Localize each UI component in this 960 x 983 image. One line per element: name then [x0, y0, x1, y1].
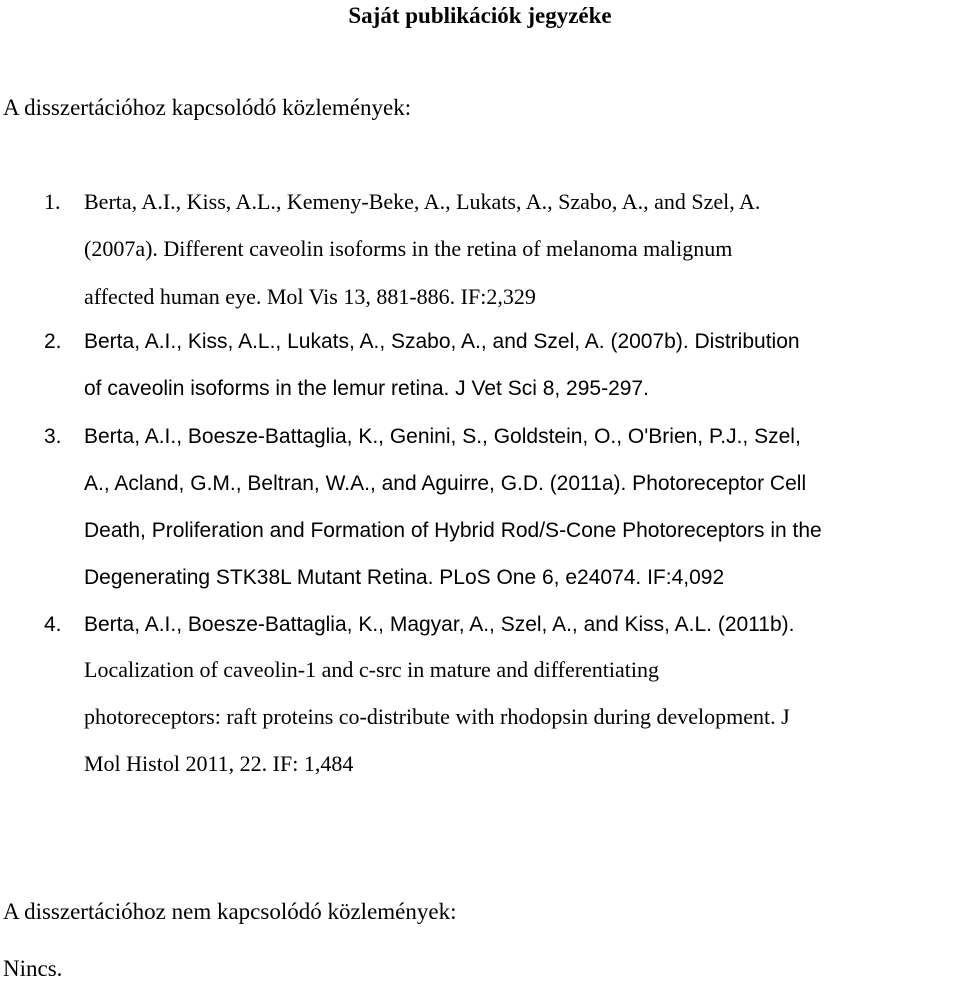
publication-number: 2.	[44, 330, 62, 353]
publication-line: Berta, A.I., Kiss, A.L., Lukats, A., Szabo, A., and Szel, A. (2007b). Distribution	[84, 330, 800, 353]
page-title: Saját publikációk jegyzéke	[348, 3, 612, 28]
publication-line: Berta, A.I., Boesze-Battaglia, K., Genini, S., Goldstein, O., O'Brien, P.J., Szel,	[84, 425, 801, 448]
publication-line: Berta, A.I., Boesze-Battaglia, K., Magyar, A., Szel, A., and Kiss, A.L. (2011b).	[84, 613, 795, 636]
section-heading-related: A disszertációhoz kapcsolódó közlemények:	[3, 95, 412, 120]
publication-line: A., Acland, G.M., Beltran, W.A., and Aguirre, G.D. (2011a). Photoreceptor Cell	[84, 472, 807, 495]
publication-line: Death, Proliferation and Formation of Hybrid Rod/S-Cone Photoreceptors in the	[84, 519, 822, 542]
publication-line: affected human eye. Mol Vis 13, 881-886. IF:2,329	[84, 284, 536, 309]
publication-line: Degenerating STK38L Mutant Retina. PLoS One 6, e24074. IF:4,092	[84, 566, 725, 589]
publication-line: (2007a). Different caveolin isoforms in the retina of melanoma malignum	[84, 236, 733, 261]
publication-line: Berta, A.I., Kiss, A.L., Kemeny-Beke, A., Lukats, A., Szabo, A., and Szel, A.	[84, 189, 761, 214]
publication-number: 4.	[44, 613, 62, 636]
publication-line: of caveolin isoforms in the lemur retina. J Vet Sci 8, 295-297.	[84, 377, 649, 400]
publication-line: photoreceptors: raft proteins co-distribute with rhodopsin during development. J	[84, 704, 790, 729]
publication-number: 3.	[44, 425, 62, 448]
publication-number: 1.	[44, 189, 61, 214]
section-heading-unrelated: A disszertációhoz nem kapcsolódó közlemények:	[3, 899, 457, 924]
section-body-none: Nincs.	[3, 956, 63, 981]
publication-line: Mol Histol 2011, 22. IF: 1,484	[84, 751, 354, 776]
publication-line: Localization of caveolin-1 and c-src in mature and differentiating	[84, 657, 660, 682]
